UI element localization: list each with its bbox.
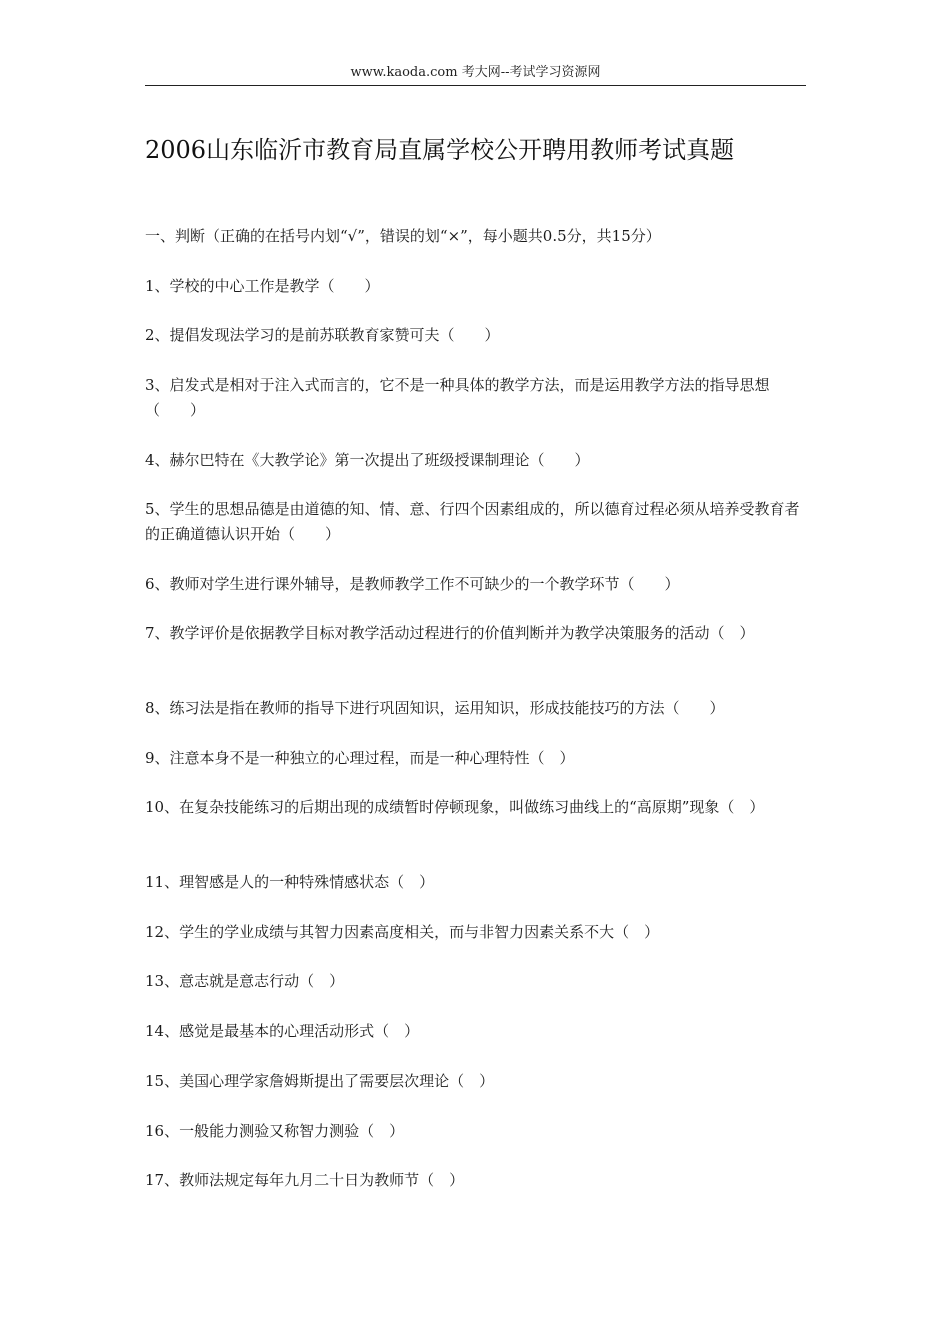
question-2: 2、提倡发现法学习的是前苏联教育家赞可夫（ ） bbox=[145, 326, 500, 344]
header-rule bbox=[145, 85, 806, 86]
question-10: 10、在复杂技能练习的后期出现的成绩暂时停顿现象，叫做练习曲线上的“高原期”现象（ ） bbox=[145, 798, 765, 816]
question-11: 11、理智感是人的一种特殊情感状态（ ） bbox=[145, 873, 435, 891]
document-title: 2006山东临沂市教育局直属学校公开聘用教师考试真题 bbox=[145, 136, 735, 164]
section-heading: 一、判断（正确的在括号内划“√”，错误的划“×”，每小题共0.5分，共15分） bbox=[145, 227, 661, 245]
question-7: 7、教学评价是依据教学目标对教学活动过程进行的价值判断并为教学决策服务的活动（ ） bbox=[145, 624, 755, 642]
question-1: 1、学校的中心工作是教学（ ） bbox=[145, 277, 380, 295]
question-9: 9、注意本身不是一种独立的心理过程，而是一种心理特性（ ） bbox=[145, 749, 575, 767]
question-4: 4、赫尔巴特在《大教学论》第一次提出了班级授课制理论（ ） bbox=[145, 451, 590, 469]
question-13: 13、意志就是意志行动（ ） bbox=[145, 972, 345, 990]
question-12: 12、学生的学业成绩与其智力因素高度相关，而与非智力因素关系不大（ ） bbox=[145, 923, 660, 941]
question-17: 17、教师法规定每年九月二十日为教师节（ ） bbox=[145, 1171, 465, 1189]
question-6: 6、教师对学生进行课外辅导，是教师教学工作不可缺少的一个教学环节（ ） bbox=[145, 575, 680, 593]
question-8: 8、练习法是指在教师的指导下进行巩固知识，运用知识，形成技能技巧的方法（ ） bbox=[145, 699, 725, 717]
question-16: 16、一般能力测验又称智力测验（ ） bbox=[145, 1122, 405, 1140]
question-5: 5、学生的思想品德是由道德的知、情、意、行四个因素组成的，所以德育过程必须从培养受教育者的正确道德认识开始（ ） bbox=[145, 500, 800, 543]
question-3: 3、启发式是相对于注入式而言的，它不是一种具体的教学方法，而是运用教学方法的指导思想（ ） bbox=[145, 376, 770, 419]
page-header: www.kaoda.com 考大网--考试学习资源网 bbox=[350, 65, 601, 80]
question-15: 15、美国心理学家詹姆斯提出了需要层次理论（ ） bbox=[145, 1072, 495, 1090]
question-14: 14、感觉是最基本的心理活动形式（ ） bbox=[145, 1022, 420, 1040]
